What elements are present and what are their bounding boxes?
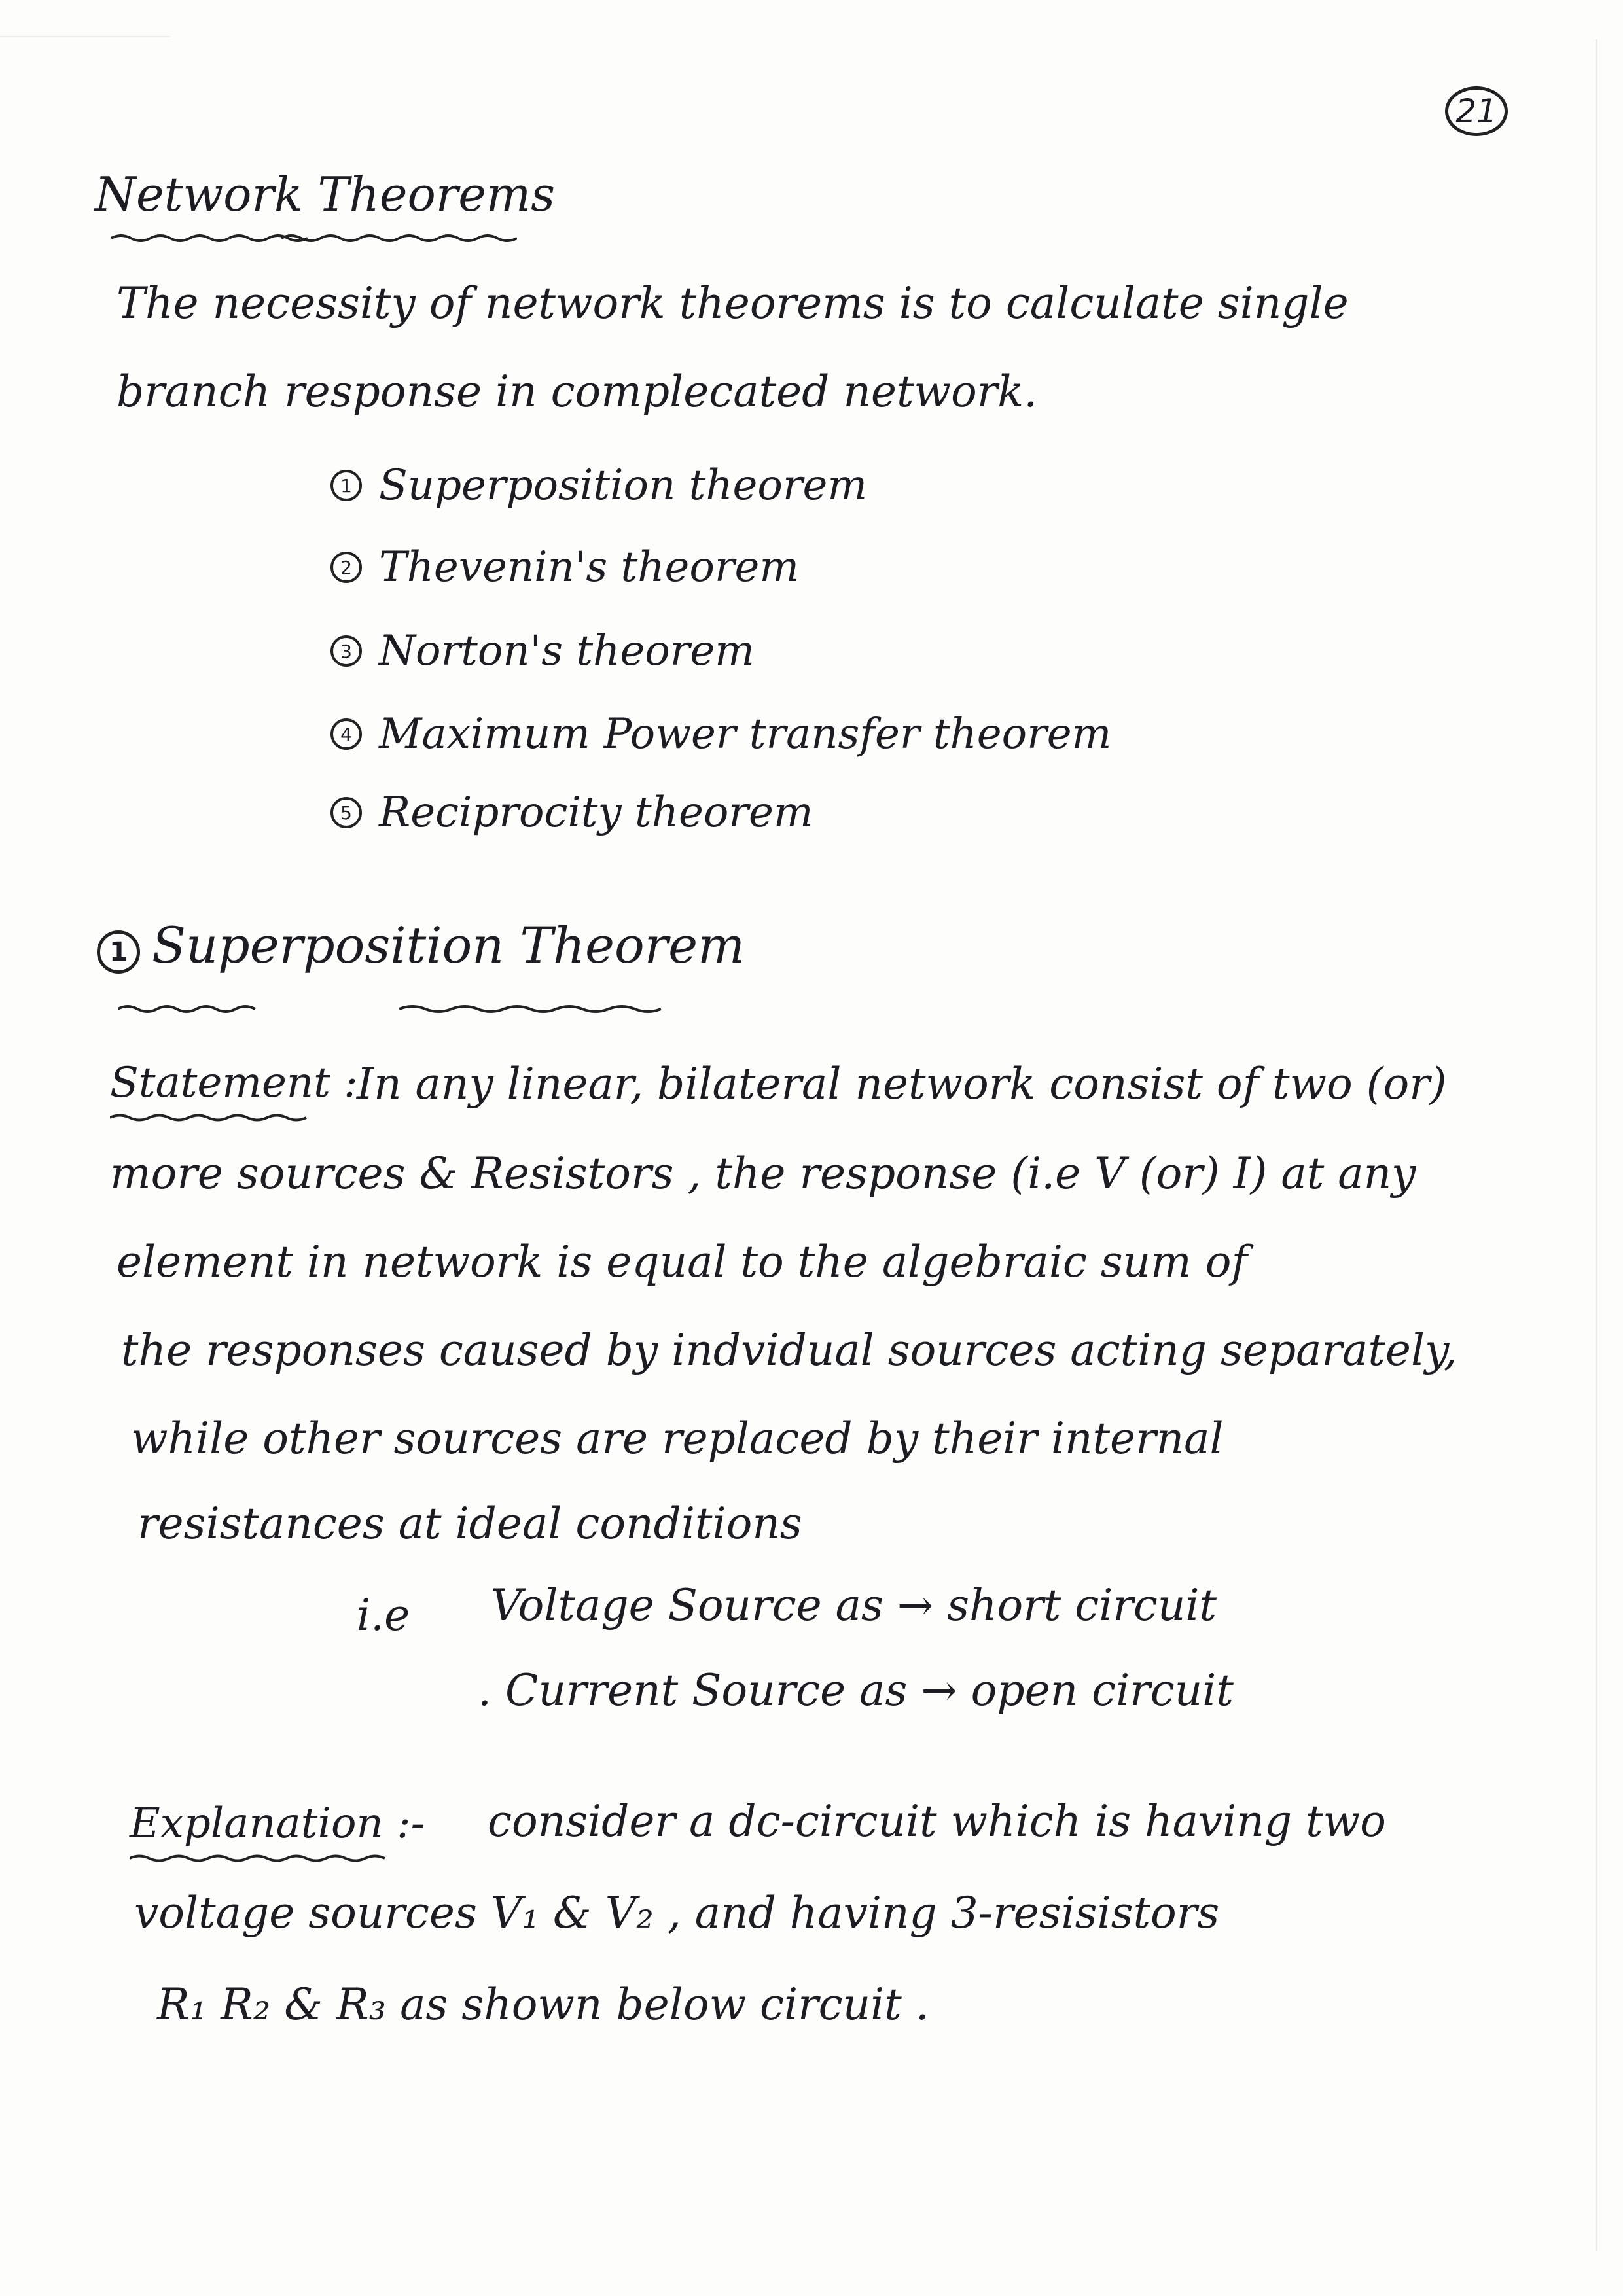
statement-line: element in network is equal to the algebraic sum of — [116, 1237, 1247, 1287]
page-edge-right — [1596, 39, 1597, 2251]
statement-line: the responses caused by indvidual sources acting separately, — [121, 1325, 1457, 1375]
theorem-list-item — [330, 543, 799, 592]
statement-underline — [110, 1111, 319, 1124]
page-title: Network Theorems — [95, 167, 556, 222]
page-number — [1445, 86, 1508, 136]
statement-line: In any linear, bilateral network consist of two (or) — [357, 1059, 1447, 1109]
intro-line: The necessity of network theorems is to calculate single — [116, 278, 1349, 328]
theorem-number: 3 — [330, 635, 362, 667]
title-underline — [111, 230, 517, 246]
statement-line: while other sources are replaced by their internal — [131, 1413, 1224, 1464]
intro-line: branch response in complecated network. — [116, 366, 1038, 417]
theorem-label: Superposition theorem — [379, 461, 868, 510]
theorem-number: 4 — [330, 718, 362, 750]
theorem-label: Maximum Power transfer theorem — [379, 710, 1112, 758]
condition-current-source: . Current Source as → open circuit — [478, 1665, 1234, 1716]
page-edge-top — [0, 36, 170, 37]
theorem-number: 5 — [330, 797, 362, 828]
theorem-label: Norton's theorem — [379, 627, 755, 675]
statement-line: resistances at ideal conditions — [137, 1498, 802, 1549]
theorem-list-item — [330, 710, 1111, 758]
theorem-number: 2 — [330, 552, 362, 583]
statement-line: more sources & Resistors , the response (i.e V (or) I) at any — [110, 1148, 1416, 1199]
ie-label: i.e — [357, 1590, 410, 1640]
section-number — [97, 930, 140, 974]
explanation-line: R₁ R₂ & R₃ as shown below circuit . — [157, 1979, 929, 2030]
statement-label: Statement : — [110, 1059, 358, 1107]
explanation-label: Explanation :- — [130, 1799, 425, 1848]
explanation-line: consider a dc-circuit which is having two — [488, 1796, 1386, 1846]
theorem-list-item — [330, 461, 867, 510]
section-number-text: 1 — [109, 937, 128, 967]
theorem-number: 1 — [330, 470, 362, 501]
explanation-line: voltage sources V₁ & V₂ , and having 3-resisistors — [134, 1888, 1220, 1938]
theorem-label: Thevenin's theorem — [379, 543, 799, 592]
theorem-list-item — [330, 788, 813, 837]
theorem-label: Reciprocity theorem — [379, 788, 813, 837]
section-title-underline — [118, 1001, 681, 1017]
condition-voltage-source: Voltage Source as → short circuit — [491, 1580, 1217, 1631]
page-number-text: 21 — [1455, 92, 1497, 130]
explanation-underline — [130, 1852, 391, 1865]
section-title: Superposition Theorem — [152, 916, 745, 974]
theorem-list-item — [330, 627, 755, 675]
